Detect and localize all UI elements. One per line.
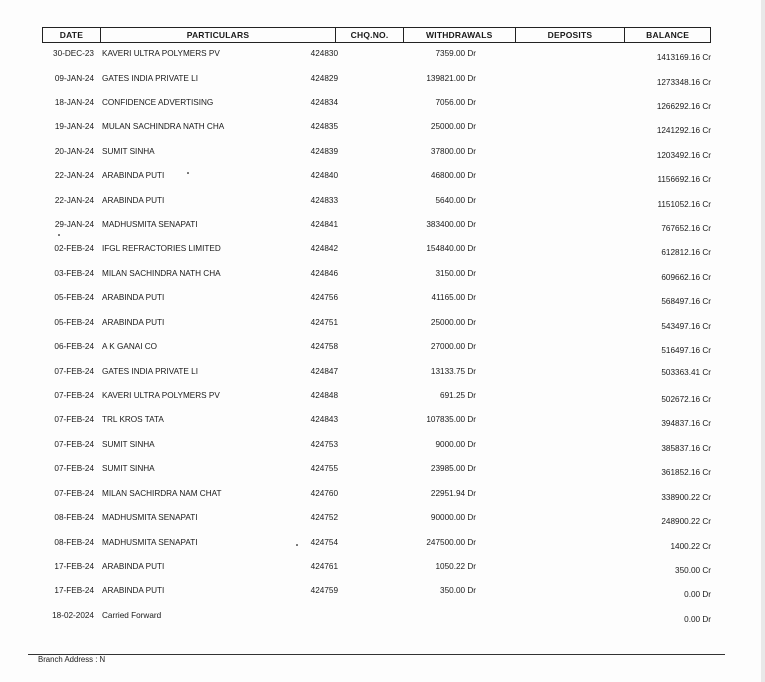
balance-cell: 1400.22 Cr [670,542,711,551]
withdrawal-cell: 90000.00 Dr [430,513,476,522]
date-cell: 02-FEB-24 [54,244,94,253]
withdrawal-cell: 154840.00 Dr [426,244,476,253]
chq-no-cell: 424842 [310,244,338,253]
withdrawal-cell: 25000.00 Dr [430,318,476,327]
table-row [0,98,765,112]
withdrawal-cell: 691.25 Dr [440,391,476,400]
withdrawal-cell: 7359.00 Dr [435,49,476,58]
withdrawal-cell: 23985.00 Dr [430,464,476,473]
table-row [0,196,765,210]
balance-cell: 350.00 Cr [675,566,711,575]
chq-no-cell: 424848 [310,391,338,400]
particulars-cell: GATES INDIA PRIVATE LI [102,74,198,83]
chq-no-cell: 424835 [310,122,338,131]
particulars-cell: ARABINDA PUTI [102,171,165,180]
date-cell: 22-JAN-24 [54,196,94,205]
particulars-cell: ARABINDA PUTI [102,586,165,595]
chq-no-cell: 424753 [310,440,338,449]
particulars-cell: CONFIDENCE ADVERTISING [102,98,214,107]
withdrawal-cell: 350.00 Dr [440,586,476,595]
scan-speck [296,544,298,546]
date-cell: 18-02-2024 [52,611,94,620]
date-cell: 03-FEB-24 [54,269,94,278]
chq-no-cell: 424759 [310,586,338,595]
header-balance: BALANCE [646,30,690,40]
chq-no-cell: 424751 [310,318,338,327]
withdrawal-cell: 139821.00 Dr [426,74,476,83]
table-row [0,489,765,503]
branch-address: Branch Address : N [38,655,106,664]
scan-speck [187,172,189,174]
date-cell: 05-FEB-24 [54,293,94,302]
table-row [0,538,765,552]
particulars-cell: SUMIT SINHA [102,440,155,449]
balance-cell: 385837.16 Cr [661,444,711,453]
particulars-cell: SUMIT SINHA [102,147,155,156]
date-cell: 20-JAN-24 [54,147,94,156]
particulars-cell: GATES INDIA PRIVATE LI [102,367,198,376]
particulars-cell: ARABINDA PUTI [102,196,165,205]
chq-no-cell: 424840 [310,171,338,180]
withdrawal-cell: 22951.94 Dr [430,489,476,498]
chq-no-cell: 424846 [310,269,338,278]
header-particulars: PARTICULARS [101,28,336,42]
withdrawal-cell: 37800.00 Dr [430,147,476,156]
table-header [42,27,711,43]
balance-cell: 609662.16 Cr [661,273,711,282]
balance-cell: 1151052.16 Cr [657,200,711,209]
balance-cell: 543497.16 Cr [661,322,711,331]
chq-no-cell: 424761 [310,562,338,571]
particulars-cell: ARABINDA PUTI [102,293,165,302]
scan-speck [58,234,60,236]
particulars-cell: A K GANAI CO [102,342,158,351]
date-cell: 29-JAN-24 [54,220,94,229]
table-row [0,342,765,356]
balance-cell: 767652.16 Cr [661,224,711,233]
particulars-cell: MADHUSMITA SENAPATI [102,538,198,547]
table-row [0,122,765,136]
particulars-cell: MADHUSMITA SENAPATI [102,220,198,229]
table-row [0,269,765,283]
date-cell: 07-FEB-24 [54,415,94,424]
chq-no-cell: 424847 [310,367,338,376]
particulars-cell: Carried Forward [102,611,162,620]
table-row [0,611,765,625]
particulars-cell: MULAN SACHINDRA NATH CHA [102,122,225,131]
withdrawal-cell: 9000.00 Dr [435,440,476,449]
chq-no-cell: 424843 [310,415,338,424]
date-cell: 07-FEB-24 [54,489,94,498]
balance-cell: 338900.22 Cr [661,493,711,502]
particulars-cell: KAVERI ULTRA POLYMERS PV [102,49,220,58]
particulars-cell: ARABINDA PUTI [102,318,165,327]
table-row [0,318,765,332]
balance-cell: 1156692.16 Cr [657,175,711,184]
balance-cell: 516497.16 Cr [661,346,711,355]
header-withdrawals: WITHDRAWALS [404,28,516,42]
date-cell: 06-FEB-24 [54,342,94,351]
chq-no-cell: 424841 [310,220,338,229]
chq-no-cell: 424833 [310,196,338,205]
header-date: DATE [43,28,101,42]
chq-no-cell: 424760 [310,489,338,498]
table-row [0,147,765,161]
date-cell: 22-JAN-24 [54,171,94,180]
table-row [0,391,765,405]
chq-no-cell: 424752 [310,513,338,522]
balance-cell: 568497.16 Cr [661,297,711,306]
date-cell: 07-FEB-24 [54,367,94,376]
balance-cell: 1203492.16 Cr [656,151,711,160]
date-cell: 30-DEC-23 [53,49,94,58]
table-row [0,74,765,88]
date-cell: 07-FEB-24 [54,391,94,400]
particulars-cell: ARABINDA PUTI [102,562,165,571]
footer-divider [28,654,725,655]
withdrawal-cell: 247500.00 Dr [426,538,476,547]
particulars-cell: MILAN SACHINDRA NATH CHA [102,269,221,278]
withdrawal-cell: 1050.22 Dr [435,562,476,571]
particulars-cell: TRL KROS TATA [102,415,164,424]
chq-no-cell: 424829 [310,74,338,83]
chq-no-cell: 424758 [310,342,338,351]
balance-cell: 1241292.16 Cr [656,126,711,135]
chq-no-cell: 424756 [310,293,338,302]
balance-cell: 248900.22 Cr [661,517,711,526]
date-cell: 19-JAN-24 [54,122,94,131]
table-row [0,244,765,258]
table-row [0,171,765,185]
withdrawal-cell: 25000.00 Dr [430,122,476,131]
date-cell: 08-FEB-24 [54,513,94,522]
balance-cell: 394837.16 Cr [661,419,711,428]
particulars-cell: IFGL REFRACTORIES LIMITED [102,244,221,253]
balance-cell: 502672.16 Cr [661,395,711,404]
withdrawal-cell: 13133.75 Dr [430,367,476,376]
date-cell: 18-JAN-24 [54,98,94,107]
balance-cell: 1266292.16 Cr [656,102,711,111]
table-row [0,562,765,576]
balance-cell: 1413169.16 Cr [656,53,711,62]
balance-cell: 612812.16 Cr [661,248,711,257]
withdrawal-cell: 107835.00 Dr [426,415,476,424]
withdrawal-cell: 3150.00 Dr [435,269,476,278]
date-cell: 09-JAN-24 [54,74,94,83]
chq-no-cell: 424754 [310,538,338,547]
balance-cell: 361852.16 Cr [661,468,711,477]
balance-cell: 0.00 Dr [684,590,711,599]
withdrawal-cell: 7056.00 Dr [435,98,476,107]
date-cell: 05-FEB-24 [54,318,94,327]
chq-no-cell: 424755 [310,464,338,473]
table-row [0,367,765,381]
balance-cell: 503363.41 Cr [661,368,711,377]
header-chq-no: CHQ.NO. [336,28,404,42]
table-row [0,440,765,454]
date-cell: 08-FEB-24 [54,538,94,547]
balance-cell: 0.00 Dr [684,615,711,624]
withdrawal-cell: 46800.00 Dr [430,171,476,180]
chq-no-cell: 424834 [310,98,338,107]
chq-no-cell: 424839 [310,147,338,156]
withdrawal-cell: 27000.00 Dr [430,342,476,351]
table-row [0,586,765,600]
header-deposits: DEPOSITS [516,28,626,42]
withdrawal-cell: 383400.00 Dr [426,220,476,229]
date-cell: 07-FEB-24 [54,440,94,449]
withdrawal-cell: 5640.00 Dr [435,196,476,205]
particulars-cell: MILAN SACHIRDRA NAM CHAT [102,489,222,498]
particulars-cell: SUMIT SINHA [102,464,155,473]
date-cell: 17-FEB-24 [54,586,94,595]
balance-cell: 1273348.16 Cr [656,78,711,87]
table-row [0,415,765,429]
table-row [0,49,765,63]
table-row [0,464,765,478]
chq-no-cell: 424830 [310,49,338,58]
withdrawal-cell: 41165.00 Dr [431,293,476,302]
date-cell: 17-FEB-24 [54,562,94,571]
particulars-cell: KAVERI ULTRA POLYMERS PV [102,391,220,400]
date-cell: 07-FEB-24 [54,464,94,473]
table-row [0,293,765,307]
table-row [0,220,765,234]
particulars-cell: MADHUSMITA SENAPATI [102,513,198,522]
table-row [0,513,765,527]
